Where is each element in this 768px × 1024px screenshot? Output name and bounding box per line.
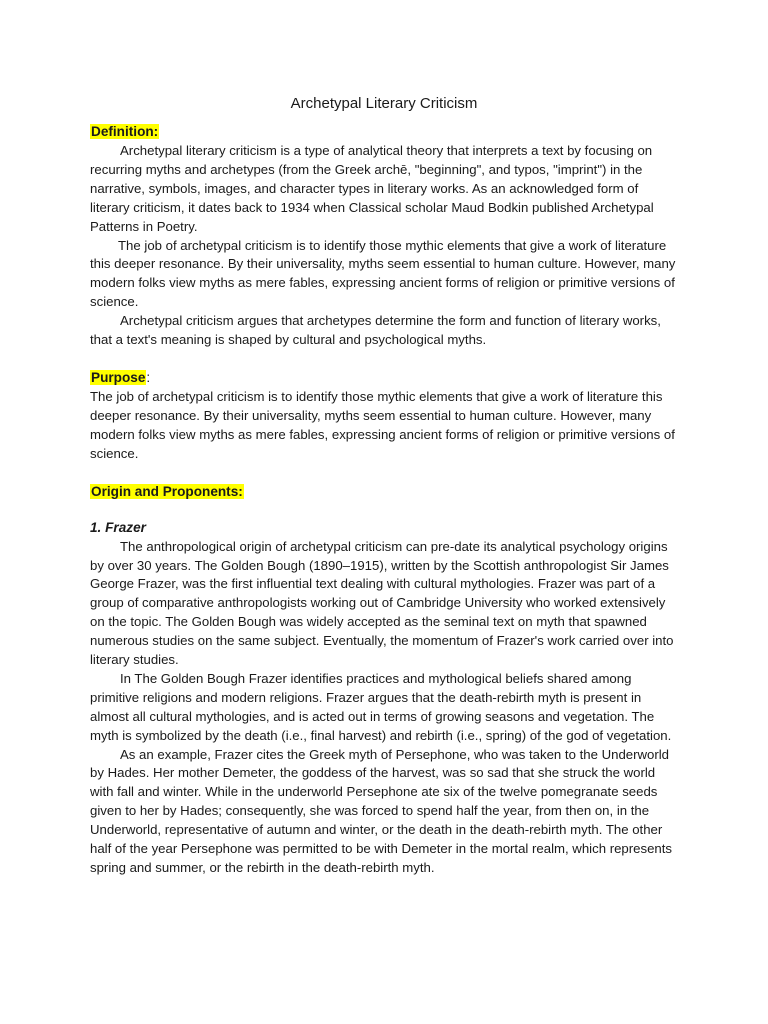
- definition-paragraph-2: The job of archetypal criticism is to identify those mythic elements that give a work of literature this deeper resonance. By their universality, myths seem essential to human culture. However, many modern folks view myths as mere fables, expressing ancient forms of religion or primitive versions of science.: [90, 237, 676, 310]
- section-spacer: [90, 502, 678, 518]
- frazer-subheading: 1. Frazer: [90, 519, 146, 535]
- definition-paragraph-1: Archetypal literary criticism is a type of analytical theory that interprets a text by focusing on recurring myths and archetypes (from the Greek archē, "beginning", and typos, "imprint") in the narrative, symbols, images, and character types in literary works. As an acknowledged form of literary criticism, it dates back to 1934 when Classical scholar Maud Bodkin published Archetypal Patterns in Poetry.: [90, 143, 654, 234]
- definition-paragraph-3: Archetypal criticism argues that archetypes determine the form and function of literary works, that a text's meaning is shaped by cultural and psychological myths.: [90, 313, 661, 348]
- purpose-heading: [90, 368, 678, 388]
- definition-heading: [90, 122, 678, 142]
- frazer-paragraph-2: In The Golden Bough Frazer identifies practices and mythological beliefs shared among primitive religions and modern religions. Frazer argues that the death-rebirth myth is present in almost all cultural mythologies, and is acted out in terms of growing seasons and vegetation. The myth is symbolized by the death (i.e., final harvest) and rebirth (i.e., spring) of the god of vegetation.: [90, 670, 672, 743]
- frazer-paragraph-3: As an example, Frazer cites the Greek myth of Persephone, who was taken to the Underworld by Hades. Her mother Demeter, the goddess of the harvest, was so sad that she struck the world with fall and winter. While in the underworld Persephone ate six of the twelve pomegranate seeds given to her by Hades; consequently, she was forced to spend half the year, from then on, in the Underworld, representative of autumn and winter, or the death in the death-rebirth myth. The other half of the year Persephone was permitted to be with Demeter in the mortal realm, which represents spring and summer, or the rebirth in the death-rebirth myth.: [90, 746, 672, 875]
- purpose-heading-text: Purpose: [91, 369, 146, 385]
- document-page: [90, 94, 678, 878]
- document-title: Archetypal Literary Criticism: [290, 95, 478, 112]
- frazer-paragraph-1: The anthropological origin of archetypal criticism can pre-date its analytical psychology origins by over 30 years. The Golden Bough (1890–1915), written by the Scottish anthropologist Sir James George Frazer, was the first influential text dealing with cultural mythologies. Frazer was part of a group of comparative anthropologists working out of Cambridge University who worked extensively on the topic. The Golden Bough was widely accepted as the seminal text on myth that spawned numerous studies on the same subject. Eventually, the momentum of Frazer's work carried over into literary studies.: [90, 538, 674, 668]
- purpose-paragraph: The job of archetypal criticism is to identify those mythic elements that give a work of literature this deeper resonance. By their universality, myths seem essential to human culture. However, many modern folks view myths as mere fables, expressing ancient forms of religion or primitive versions of science.: [90, 388, 675, 461]
- section-spacer: [90, 350, 678, 368]
- definition-heading-text: Definition:: [91, 124, 159, 139]
- origin-heading: [90, 482, 678, 502]
- purpose-heading-colon: :: [146, 369, 151, 385]
- section-spacer: [90, 464, 678, 482]
- origin-heading-text: Origin and Proponents:: [91, 483, 243, 499]
